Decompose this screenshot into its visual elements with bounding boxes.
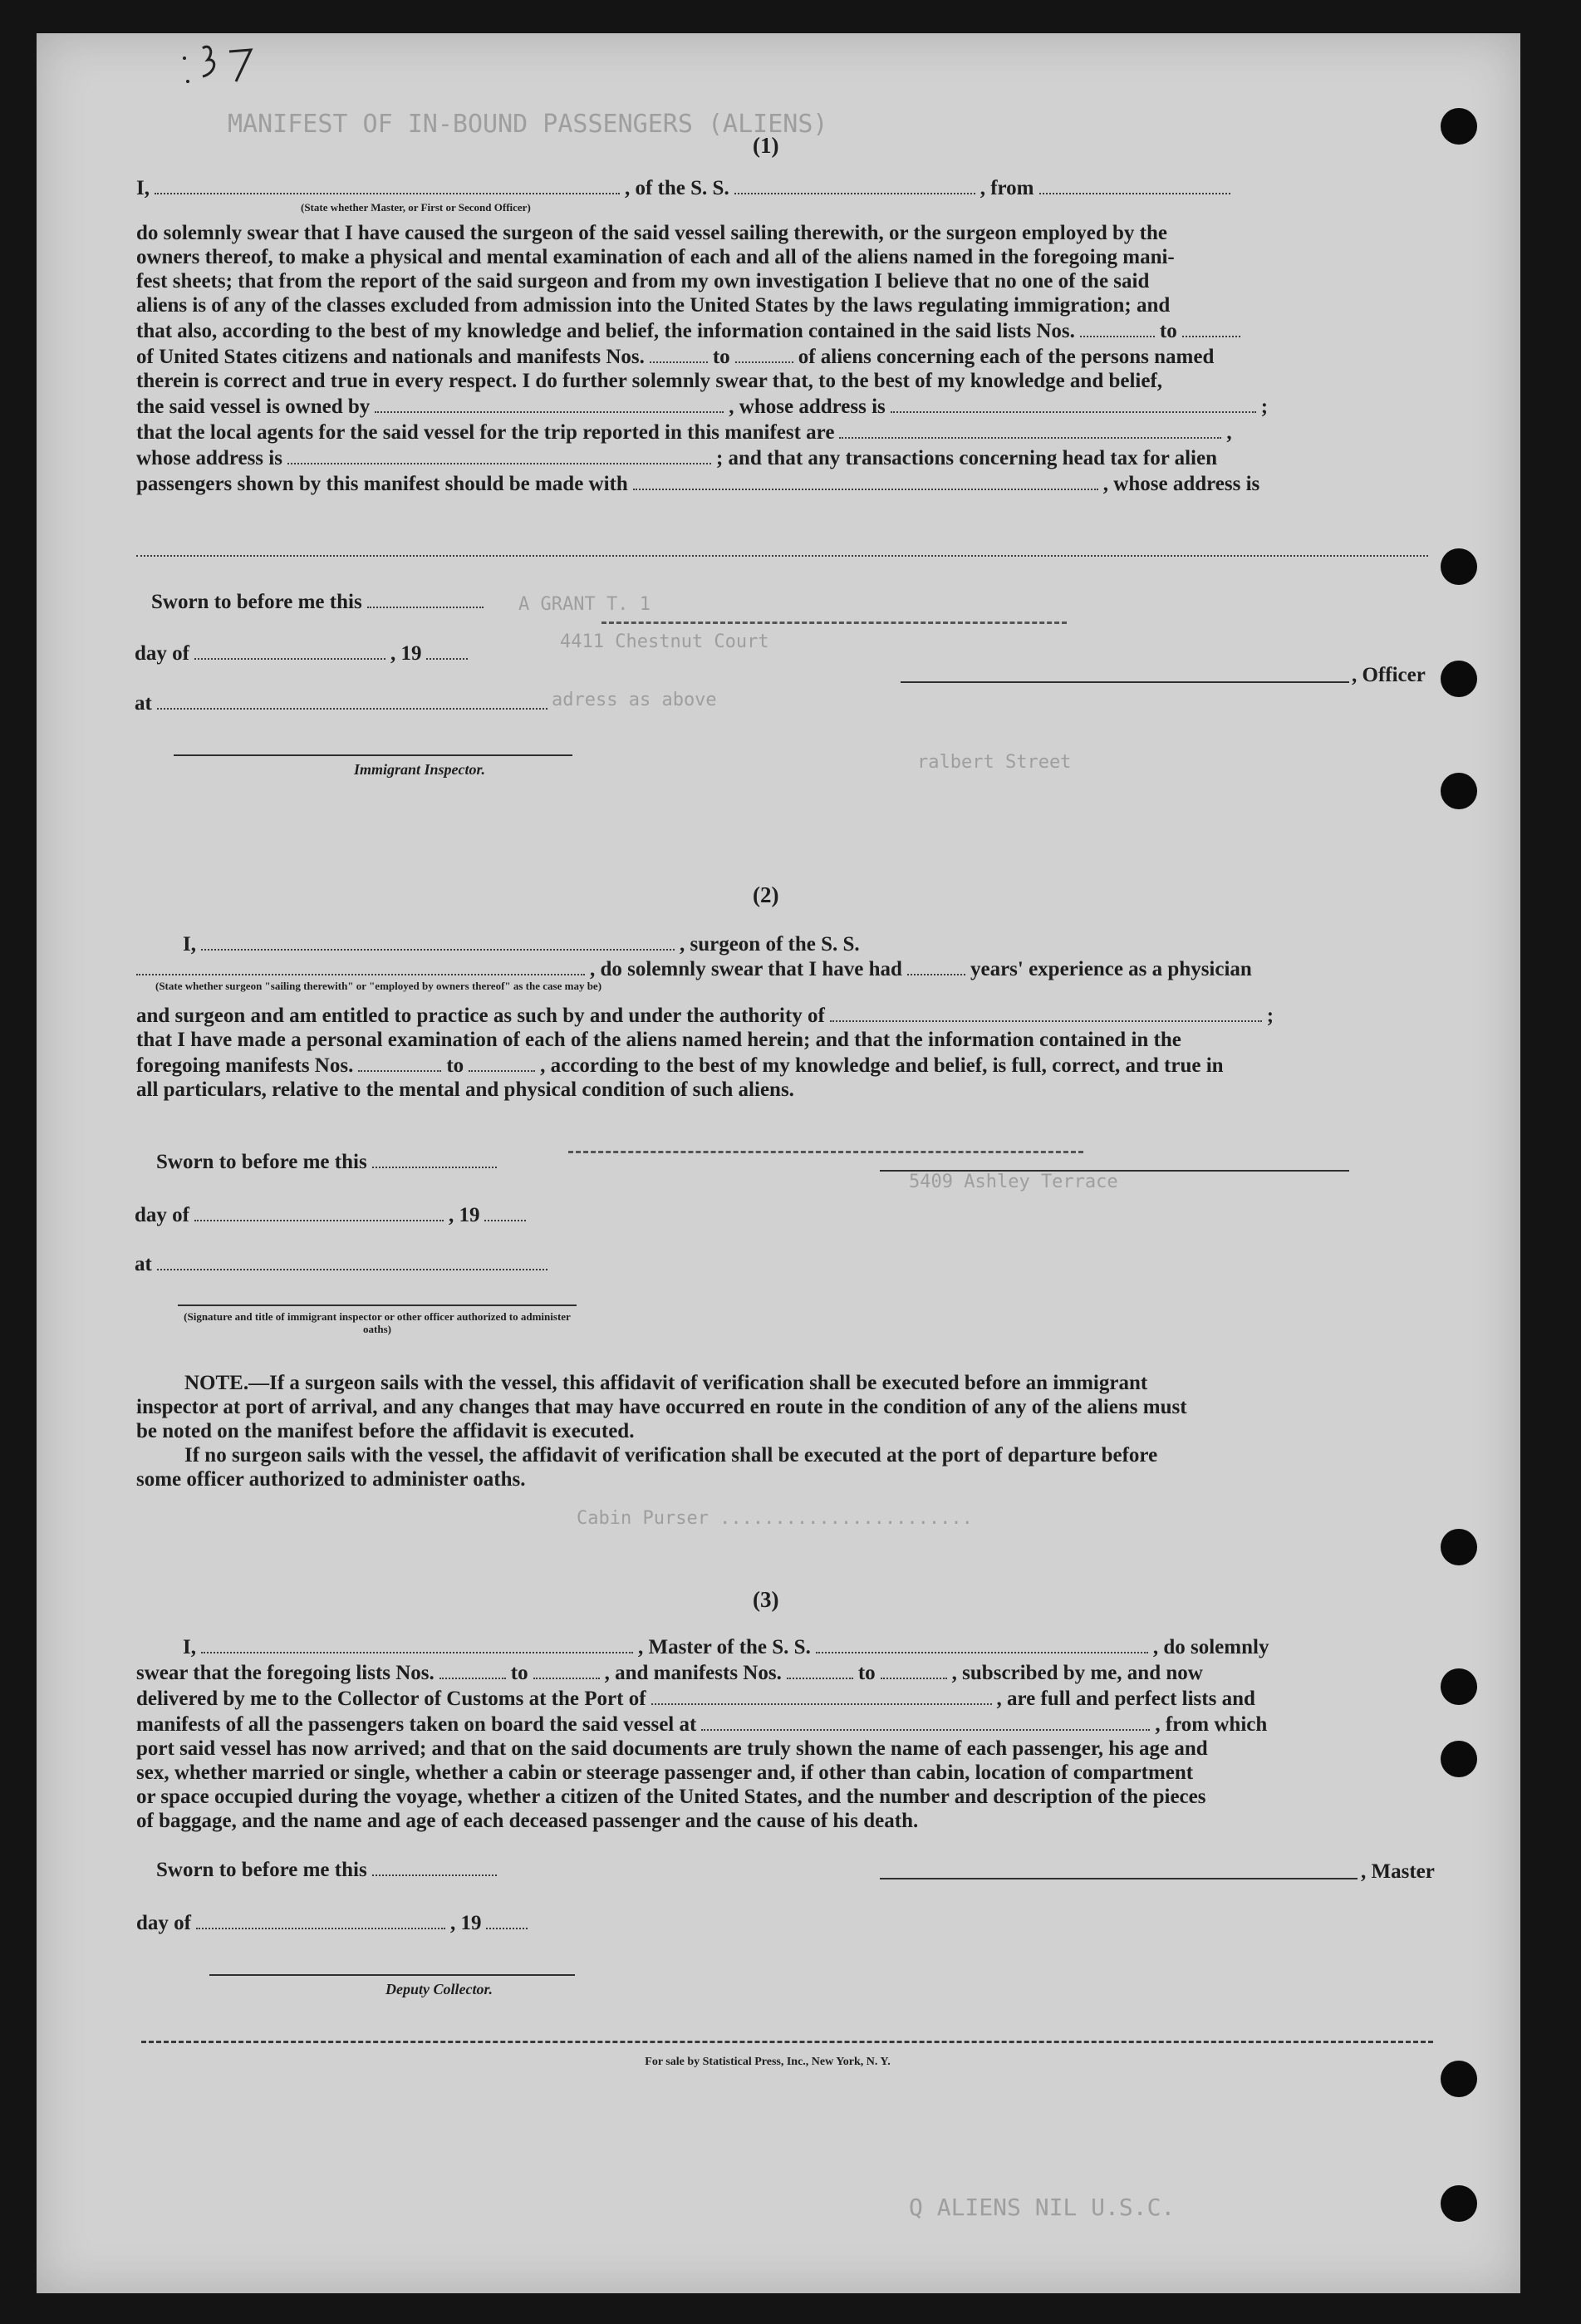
at-place-field-1[interactable] xyxy=(157,690,547,710)
day-of-field-1[interactable] xyxy=(194,640,385,660)
owner-address-field[interactable] xyxy=(891,393,1256,413)
punch-hole xyxy=(1441,1529,1477,1565)
master-manifests-to-field[interactable] xyxy=(881,1659,947,1679)
section-3-number: (3) xyxy=(753,1587,779,1612)
punch-hole xyxy=(1441,661,1477,697)
master-manifests-from-field[interactable] xyxy=(787,1659,853,1679)
departure-port-field[interactable] xyxy=(1039,174,1230,194)
section-1-paragraph: do solemnly swear that I have caused the surgeon of the said vessel sailing therewith, or the surgeon employed by the owners thereof, to make a physical and mental examination of each and all of the aliens named in the foregoing mani- fest sheets; that from the report of the said surgeon and from my own investigation I believe that no one of the said aliens is of any of the classes excluded from admission into the United States by the laws regulating immigration; and that also, according to the best of my knowledge and belief, the information contained in the said lists Nos. to of United States citizens and nationals and manifests Nos. to of aliens concerning each of the persons named therein is correct and true in every respect. I do further solemnly swear that, to the best of my knowledge and belief, the said vessel is owned by , whose address is ; that the local agents for the said vessel for the trip reported in this manifest are , whose address is ; and that any transactions concerning head tax for alien passengers shown by this manifest should be made with , whose address is xyxy=(136,222,1269,495)
authority-field[interactable] xyxy=(830,1002,1262,1022)
punch-hole xyxy=(1441,773,1477,809)
surgeon-manifests-to-field[interactable] xyxy=(469,1052,535,1072)
manifests-to-field[interactable] xyxy=(735,343,793,363)
signature-title-caption: (Signature and title of immigrant inspector or other officer authorized to administer oaths) xyxy=(184,1310,571,1335)
master-lists-to-field[interactable] xyxy=(533,1659,600,1679)
agents-address-field[interactable] xyxy=(287,445,711,464)
local-agents-field[interactable] xyxy=(839,419,1221,439)
officer-name-field[interactable] xyxy=(155,174,620,194)
master-vessel-field[interactable] xyxy=(816,1634,1148,1653)
officer-label: , Officer xyxy=(1352,664,1426,686)
section-3-paragraph: I, , Master of the S. S. , do solemnly swear that the foregoing lists Nos. to , and manifests Nos. to , subscribed by me, and now delivered by me to the Collector of Customs at the Port of , are full and perfect lists and manifests of all the passengers taken on board the said vessel at , from which port said vessel has now arrived; and that on the said documents are truly shown the name of each passenger, his age and sex, whether married or single, whether a cabin or steerage passenger and, if other than cabin, location of compartment or space occupied during the voyage, whether a citizen of the United States, and the number and description of the pieces of baggage, and the name and age of each deceased passenger and the cause of his death. xyxy=(136,1634,1457,1833)
year-field-1[interactable] xyxy=(426,640,468,660)
master-label: , Master xyxy=(1361,1860,1435,1883)
punch-hole xyxy=(1441,108,1477,145)
master-lists-from-field[interactable] xyxy=(439,1659,506,1679)
section-1-number: (1) xyxy=(753,133,779,158)
lists-to-field[interactable] xyxy=(1182,317,1240,337)
day-of-field-3[interactable] xyxy=(196,1909,445,1929)
surgeon-status-field[interactable] xyxy=(136,956,585,975)
port-of-field[interactable] xyxy=(651,1685,992,1705)
manifests-from-field[interactable] xyxy=(650,343,708,363)
years-experience-field[interactable] xyxy=(907,956,965,975)
section-2-number: (2) xyxy=(753,882,779,907)
head-tax-party-field[interactable] xyxy=(633,470,1098,490)
vessel-name-field[interactable] xyxy=(734,174,975,194)
boarding-port-field[interactable] xyxy=(701,1711,1150,1731)
year-field-2[interactable] xyxy=(484,1201,526,1221)
year-field-3[interactable] xyxy=(486,1909,528,1929)
note-block: NOTE.—If a surgeon sails with the vessel, this affidavit of verification shall be executed before an immigrant inspector at port of arrival, and any changes that may have occurred en route in the condition of any of the aliens must be noted on the manifest before the affidavit is executed. If no surgeon sails with the vessel, the affidavit of verification shall be executed at the port of departure before some officer authorized to administer oaths. xyxy=(136,1372,1187,1491)
surgeon-status-caption: (State whether surgeon "sailing therewith" or "employed by owners thereof" as the case may be) xyxy=(155,980,602,992)
sworn-date-field-2[interactable] xyxy=(372,1148,497,1168)
sworn-date-field-1[interactable] xyxy=(367,588,484,608)
at-place-field-2[interactable] xyxy=(157,1250,547,1270)
sworn-date-field-3[interactable] xyxy=(372,1856,497,1876)
section-2-paragraph: and surgeon and am entitled to practice as such by and under the authority of ; that I have made a personal examination of each of the aliens named herein; and that the information contained in the foregoing manifests Nos. to , according to the best of my knowledge and belief, is full, correct, and true in all particulars, relative to the mental and physical condition of such aliens. xyxy=(136,1002,1457,1102)
printer-footer: For sale by Statistical Press, Inc., New York, N. Y. xyxy=(645,2056,891,2068)
immigrant-inspector-caption: Immigrant Inspector. xyxy=(354,761,486,778)
day-of-field-2[interactable] xyxy=(194,1201,444,1221)
lists-from-field[interactable] xyxy=(1080,317,1155,337)
punch-hole xyxy=(1441,548,1477,585)
punch-hole xyxy=(1441,2185,1477,2222)
manifest-back-page: MANIFEST OF IN-BOUND PASSENGERS (ALIENS) A GRANT T. 1 4411 Chestnut Court adress as above ralbert Street 5409 Ashley Terrace Cabin Purser ....................... Q ALIENS NIL U.S.C. (1) I, , of the S. S. , from (State whether Master, or First or Second Officer) do solemnly swear that I have caused the surgeon of the said vessel sailing therewith, or the surgeon employed by the owners thereof, to make a physical and mental examination of each and all of the aliens named in the foregoing mani- fest sheets; that from the report of the said surgeon and from my own investigation I believe that no one of the said aliens is of any of the classes excluded from admission into the United States by the laws regulating immigration; and that also, according to the best of my knowledge and belief, the information contained in the said lists Nos. to of United States citizens and nationals and manifests Nos. to of aliens concerning each of the persons named therein is correct and true in every respect. I do further solemnly swear that, to the best of my knowledge and belief, the said vessel is owned by , whose address is ; that the local agents for the said vessel for the trip reported in this manifest are , whose address is ; and that any transactions concerning head tax for alien passengers shown by this manifest should be made with , whose address is Sworn to before me this day of , 19 at , Officer Immigrant Inspector. (2) I, , surgeon of the S. S. , do solemnly swear that I have had years' experience as a physician (State whether surgeon "sailing therewith" or "employed by owners thereof" as the case may be) and surgeon and am entitled to practice as such by and under the authority of ; that I have made a personal examination of each of the aliens named herein; and that the information contained in the foregoing manifests Nos. to , according to the best of my knowledge and belief, is full, correct, and true in all particulars, relative to the mental and physical condition of such aliens. Sworn to before me this day of , 19 at (Signature and title of immigrant inspector or other officer authorized to administer oaths) NOTE.—If a surgeon sails with the vessel, this affidavit of verification shall be executed before an immigrant inspector at port of arrival, and any changes that may have occurred en route in the condition of any of the aliens must be noted on the manifest before the affidavit is executed. If no surgeon sails with the vessel, the affidavit of verification shall be executed at the port of departure before some officer authorized to administer oaths. (3) I, , Master of the S. S. , do solemnly swear that the foregoing lists Nos. to , and manifests Nos. to , subscribed by me, and now delivered by me to the Collector of Customs at the Port of , are full and perfect lists and manifests of all the passengers taken on board the said vessel at , from which port said vessel has now arrived; and that on the said documents are truly shown the name of each passenger, his age and sex, whether married or single, whether a cabin or steerage passenger and, if other than cabin, location of compartment or space occupied during the voyage, whether a citizen of the United States, and the number and description of the pieces of baggage, and the name and age of each deceased passenger and the cause of his death. Sworn to before me this , Master day of , 19 Deputy Collector. For sale by Statistical Press, Inc., New York, N. Y. xyxy=(37,33,1520,2293)
officer-rank-caption: (State whether Master, or First or Second Officer) xyxy=(301,201,531,214)
handwritten-page-number xyxy=(178,40,277,90)
deputy-collector-caption: Deputy Collector. xyxy=(385,1981,493,1997)
owner-field[interactable] xyxy=(375,393,724,413)
master-name-field[interactable] xyxy=(201,1634,633,1653)
surgeon-manifests-from-field[interactable] xyxy=(358,1052,441,1072)
section-1-oath-line: I, , of the S. S. , from xyxy=(136,174,1432,200)
surgeon-name-field[interactable] xyxy=(201,931,675,951)
